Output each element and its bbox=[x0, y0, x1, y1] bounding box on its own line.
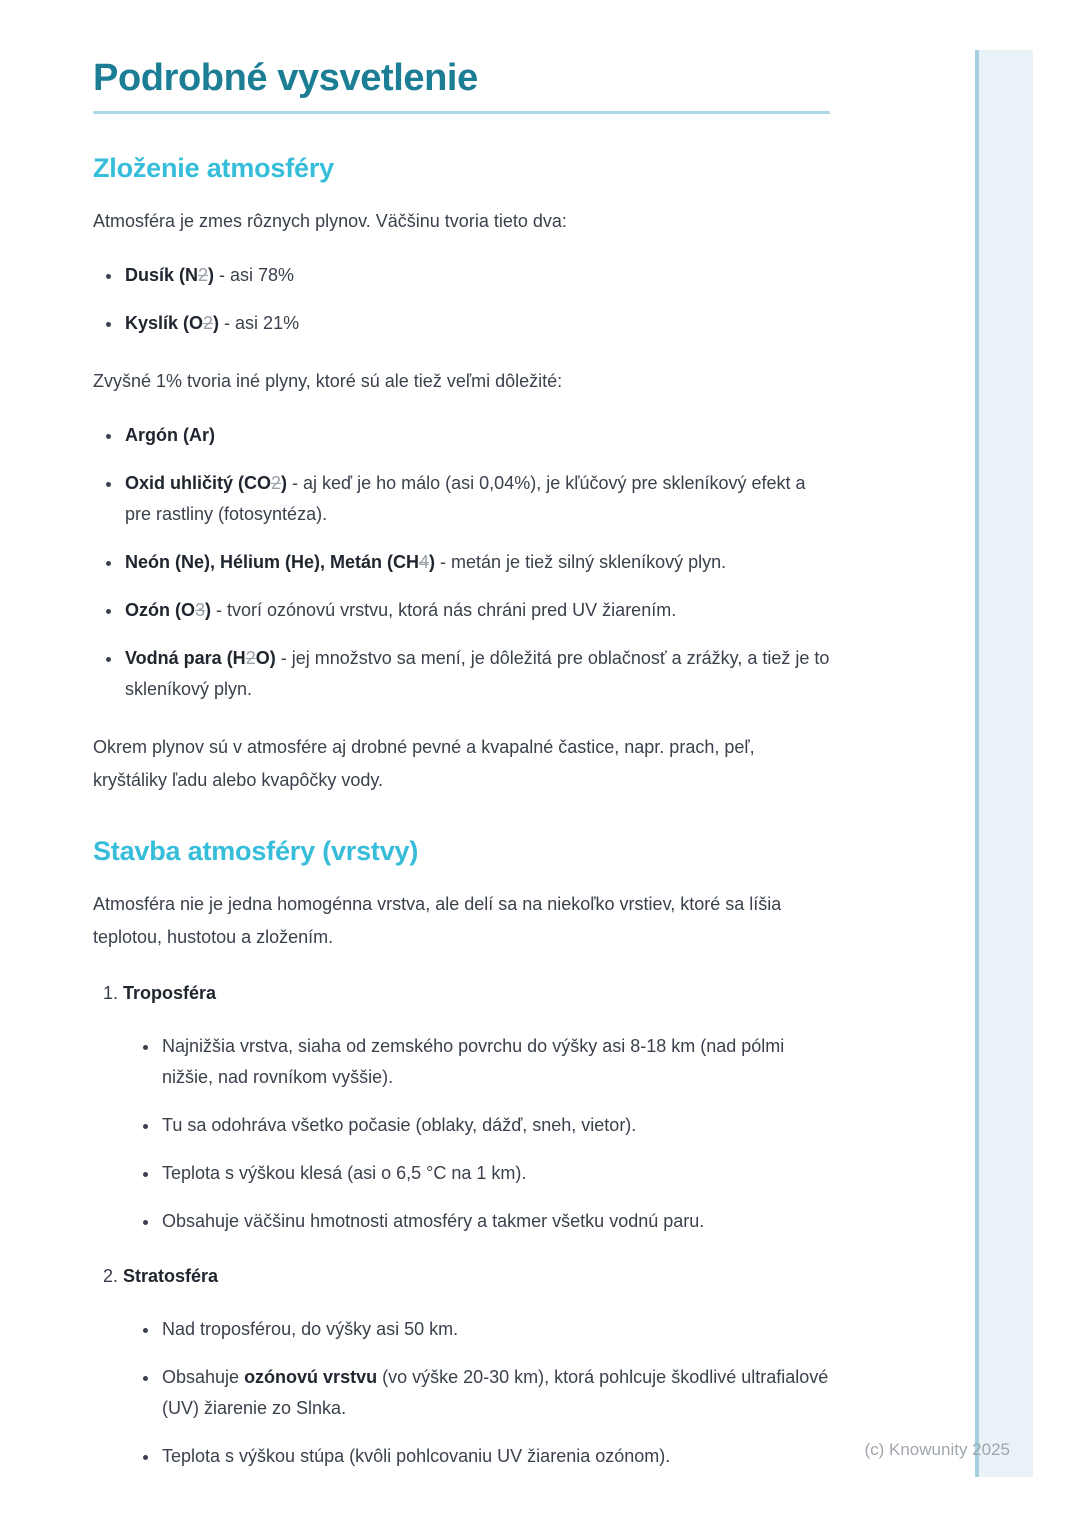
list-item bbox=[123, 595, 830, 626]
numbered-list bbox=[93, 978, 830, 1472]
layer-name: Stratosféra bbox=[123, 1266, 219, 1286]
bold-text: ) bbox=[205, 600, 212, 620]
sub-bullet-list bbox=[123, 1031, 830, 1237]
text-run: Zvyšné 1% tvoria iné plyny, ktoré sú ale tiež veľmi dôležité: bbox=[93, 371, 563, 391]
text-run: Atmosféra nie je jedna homogénna vrstva, ale delí sa na niekoľko vrstiev, ktoré sa líšia teplotou, hustotou a zložením. bbox=[93, 894, 782, 947]
section-heading: Stavba atmosféry (vrstvy) bbox=[93, 836, 419, 866]
text-run: Obsahuje väčšinu hmotnosti atmosféry a takmer všetku vodnú paru. bbox=[162, 1211, 705, 1231]
strikethrough-digit: 2 bbox=[203, 313, 214, 333]
text-run: Obsahuje bbox=[162, 1367, 245, 1387]
bold-text: ) bbox=[429, 552, 436, 572]
sub-list-item bbox=[160, 1314, 830, 1345]
sub-list-item bbox=[160, 1206, 830, 1237]
text-run: - asi 78% bbox=[214, 265, 295, 285]
page-edge-strip bbox=[975, 50, 1033, 1477]
paragraph bbox=[93, 365, 830, 398]
bold-text: O) bbox=[255, 648, 276, 668]
text-run: - tvorí ozónovú vrstvu, ktorá nás chráni pred UV žiarením. bbox=[211, 600, 677, 620]
bullet-list bbox=[93, 420, 830, 705]
text-run: Teplota s výškou stúpa (kvôli pohlcovaniu UV žiarenia ozónom). bbox=[162, 1446, 671, 1466]
section-heading: Zloženie atmosféry bbox=[93, 153, 334, 183]
text-run: - asi 21% bbox=[219, 313, 300, 333]
strikethrough-digit: 4 bbox=[419, 552, 430, 572]
layer-name: Troposféra bbox=[123, 983, 217, 1003]
list-item bbox=[123, 420, 830, 451]
document-page bbox=[93, 0, 830, 1496]
bold-text: Argón (Ar) bbox=[125, 425, 215, 445]
page-title: Podrobné vysvetlenie bbox=[93, 57, 478, 99]
bold-text: Dusík (N bbox=[125, 265, 199, 285]
text-run: Nad troposférou, do výšky asi 50 km. bbox=[162, 1319, 459, 1339]
bold-text: ) bbox=[208, 265, 215, 285]
sub-list-item bbox=[160, 1158, 830, 1189]
paragraph bbox=[93, 888, 830, 954]
text-run: Okrem plynov sú v atmosfére aj drobné pevné a kvapalné častice, napr. prach, peľ, kryštáliky ľadu alebo kvapôčky vody. bbox=[93, 737, 755, 790]
text-run: Atmosféra je zmes rôznych plynov. Väčšinu tvoria tieto dva: bbox=[93, 211, 567, 231]
list-item bbox=[123, 547, 830, 578]
sub-list-item bbox=[160, 1362, 830, 1424]
bold-text: Oxid uhličitý (CO bbox=[125, 473, 272, 493]
watermark: (c) Knowunity 2025 bbox=[864, 1440, 1010, 1459]
bold-text: Vodná para (H bbox=[125, 648, 246, 668]
text-run: Najnižšia vrstva, siaha od zemského povrchu do výšky asi 8-18 km (nad pólmi nižšie, nad rovníkom vyššie). bbox=[162, 1036, 785, 1087]
bold-text: ) bbox=[281, 473, 288, 493]
text-run: Teplota s výškou klesá (asi o 6,5 °C na 1 km). bbox=[162, 1163, 527, 1183]
strikethrough-digit: 3 bbox=[195, 600, 206, 620]
paragraph bbox=[93, 731, 830, 797]
strikethrough-digit: 2 bbox=[245, 648, 256, 668]
strikethrough-digit: 2 bbox=[271, 473, 282, 493]
list-item bbox=[123, 643, 830, 705]
bold-text: Ozón (O bbox=[125, 600, 195, 620]
document-content bbox=[93, 150, 830, 1472]
bold-text: ozónovú vrstvu bbox=[244, 1367, 378, 1387]
sub-list-item bbox=[160, 1031, 830, 1093]
text-run: - metán je tiež silný skleníkový plyn. bbox=[435, 552, 727, 572]
text-run: - aj keď je ho málo (asi 0,04%), je kľúčový pre skleníkový efekt a pre rastliny (fotosyntéza). bbox=[125, 473, 806, 524]
sub-list-item bbox=[160, 1441, 830, 1472]
text-run: Tu sa odohráva všetko počasie (oblaky, dážď, sneh, vietor). bbox=[162, 1115, 637, 1135]
strikethrough-digit: 2 bbox=[198, 265, 209, 285]
bold-text: Neón (Ne), Hélium (He), Metán (CH bbox=[125, 552, 420, 572]
bullet-list bbox=[93, 260, 830, 339]
list-item bbox=[123, 308, 830, 339]
sub-list-item bbox=[160, 1110, 830, 1141]
numbered-item bbox=[123, 1261, 830, 1472]
paragraph bbox=[93, 205, 830, 238]
bold-text: ) bbox=[213, 313, 220, 333]
numbered-item bbox=[123, 978, 830, 1237]
list-item bbox=[123, 468, 830, 530]
text-run: (vo výške 20-30 km), ktorá pohlcuje škodlivé ultrafialové (UV) žiarenie zo Slnka. bbox=[162, 1367, 829, 1418]
text-run: - jej množstvo sa mení, je dôležitá pre oblačnosť a zrážky, a tiež je to skleníkový plyn. bbox=[125, 648, 830, 699]
bold-text: Kyslík (O bbox=[125, 313, 204, 333]
title-divider bbox=[93, 111, 830, 114]
sub-bullet-list bbox=[123, 1314, 830, 1472]
list-item bbox=[123, 260, 830, 291]
